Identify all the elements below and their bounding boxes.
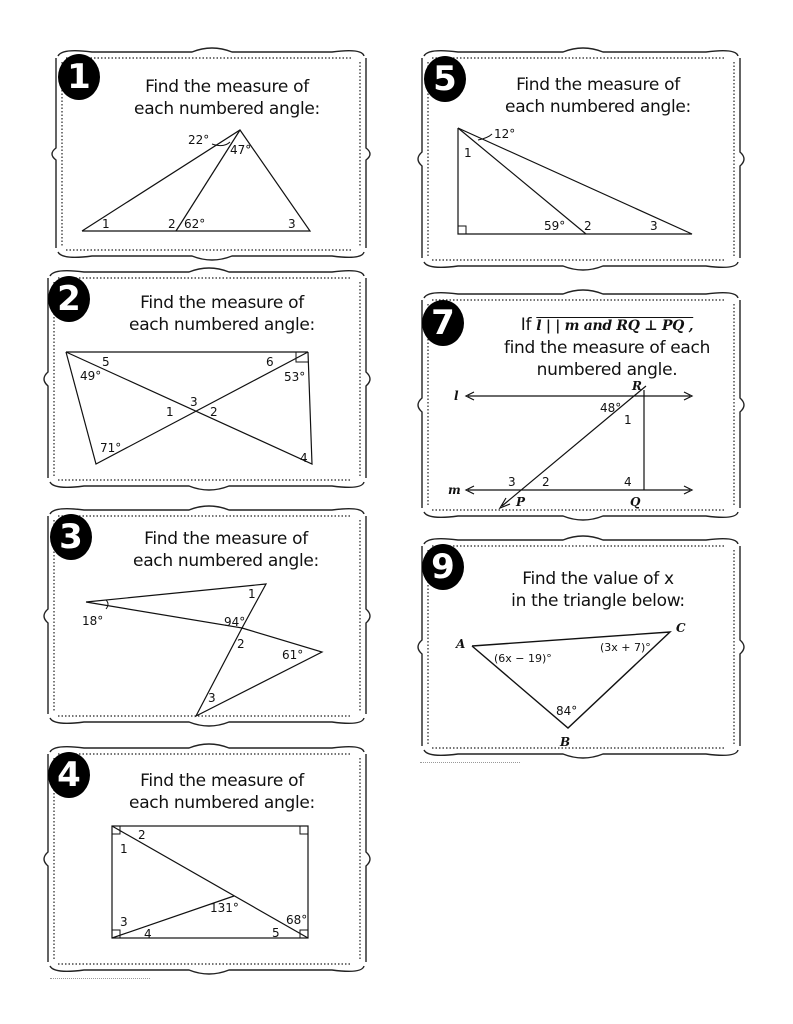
angle-label: 18° [82, 614, 104, 628]
triangle-figure [52, 48, 370, 260]
problem-number-badge: 7 [422, 300, 464, 346]
angle-expression: (3x + 7)° [600, 641, 651, 654]
angle-label: 22° [188, 133, 210, 147]
title-line: in the triangle below: [511, 591, 685, 611]
title-line: Find the value of x [522, 569, 674, 589]
angle-label: 47° [230, 143, 252, 157]
problem-card-7 [418, 290, 744, 520]
angle-label: 4 [624, 475, 632, 489]
angle-label: 2 [210, 405, 218, 419]
vertex-label: B [560, 735, 571, 749]
problem-card-9 [418, 536, 744, 758]
problem-number-badge: 1 [58, 54, 100, 100]
problem-number-badge: 5 [424, 56, 466, 102]
vertex-label: C [676, 621, 686, 635]
angle-label: 2 [542, 475, 550, 489]
title-line: each numbered angle: [129, 793, 315, 813]
angle-label: 3 [288, 217, 296, 231]
angle-label: 2 [168, 217, 176, 231]
angle-label: 2 [138, 828, 146, 842]
problem-number-badge: 4 [48, 752, 90, 798]
point-label: R [632, 379, 642, 393]
angle-label: 61° [282, 648, 304, 662]
angle-label: 1 [166, 405, 174, 419]
angle-label: 94° [224, 615, 246, 629]
footer-mark [50, 978, 150, 981]
problem-number-badge: 2 [48, 276, 90, 322]
angle-label: 5 [272, 926, 280, 940]
parallel-lines-figure [418, 290, 744, 520]
title-line: Find the measure of [144, 529, 308, 549]
problem-card-4 [44, 744, 370, 974]
angle-label: 48° [600, 401, 622, 415]
title-line: each numbered angle: [133, 551, 319, 571]
angle-label: 2 [237, 637, 245, 651]
problem-card-2 [44, 268, 370, 490]
point-label: Q [630, 495, 641, 509]
angle-label: 3 [508, 475, 516, 489]
problem-number-badge: 3 [50, 514, 92, 560]
angle-label: 1 [624, 413, 632, 427]
angle-label: 3 [650, 219, 658, 233]
problem-number-badge: 9 [422, 544, 464, 590]
vertex-label: A [456, 637, 466, 651]
angle-label: 1 [102, 217, 110, 231]
angle-label: 4 [144, 927, 152, 941]
title-line: each numbered angle: [129, 315, 315, 335]
angle-figure [44, 506, 370, 726]
title-line: find the measure of each [503, 338, 711, 358]
title-math: l | | m and RQ ⊥ PQ , [536, 318, 694, 334]
point-label: P [516, 495, 526, 509]
angle-label: 59° [544, 219, 566, 233]
title-prefix: If [520, 315, 532, 335]
problem-card-3 [44, 506, 370, 726]
angle-label: 1 [248, 587, 256, 601]
right-triangle-figure [418, 48, 744, 270]
line-label: m [448, 483, 461, 497]
problem-card-1 [52, 48, 370, 260]
angle-label: 71° [100, 441, 122, 455]
angle-label: 3 [120, 915, 128, 929]
angle-label: 6 [266, 355, 274, 369]
title-line: each numbered angle: [134, 99, 320, 119]
title-line: Find the measure of [140, 771, 304, 791]
problem-card-5 [418, 48, 744, 270]
title-line: numbered angle. [536, 360, 678, 380]
angle-expression: (6x − 19)° [494, 652, 552, 665]
angle-label: 5 [102, 355, 110, 369]
angle-label: 62° [184, 217, 206, 231]
angle-label: 3 [208, 691, 216, 705]
angle-label: 49° [80, 369, 102, 383]
rectangle-figure [44, 744, 370, 974]
angle-label: 131° [210, 901, 239, 915]
angle-label: 68° [286, 913, 308, 927]
footer-mark [420, 762, 520, 765]
angle-label: 1 [464, 146, 472, 160]
line-label: l [454, 389, 459, 403]
title-line: Find the measure of [140, 293, 304, 313]
angle-label: 12° [494, 127, 516, 141]
angle-label: 53° [284, 370, 306, 384]
angle-label: 1 [120, 842, 128, 856]
angle-label: 2 [584, 219, 592, 233]
angle-label: 3 [190, 395, 198, 409]
title-line: each numbered angle: [505, 97, 691, 117]
crossed-triangles-figure [44, 268, 370, 490]
triangle-x-figure [418, 536, 744, 758]
angle-label: 4 [300, 451, 308, 465]
title-line: Find the measure of [516, 75, 680, 95]
angle-label: 84° [556, 704, 578, 718]
title-line: Find the measure of [145, 77, 309, 97]
